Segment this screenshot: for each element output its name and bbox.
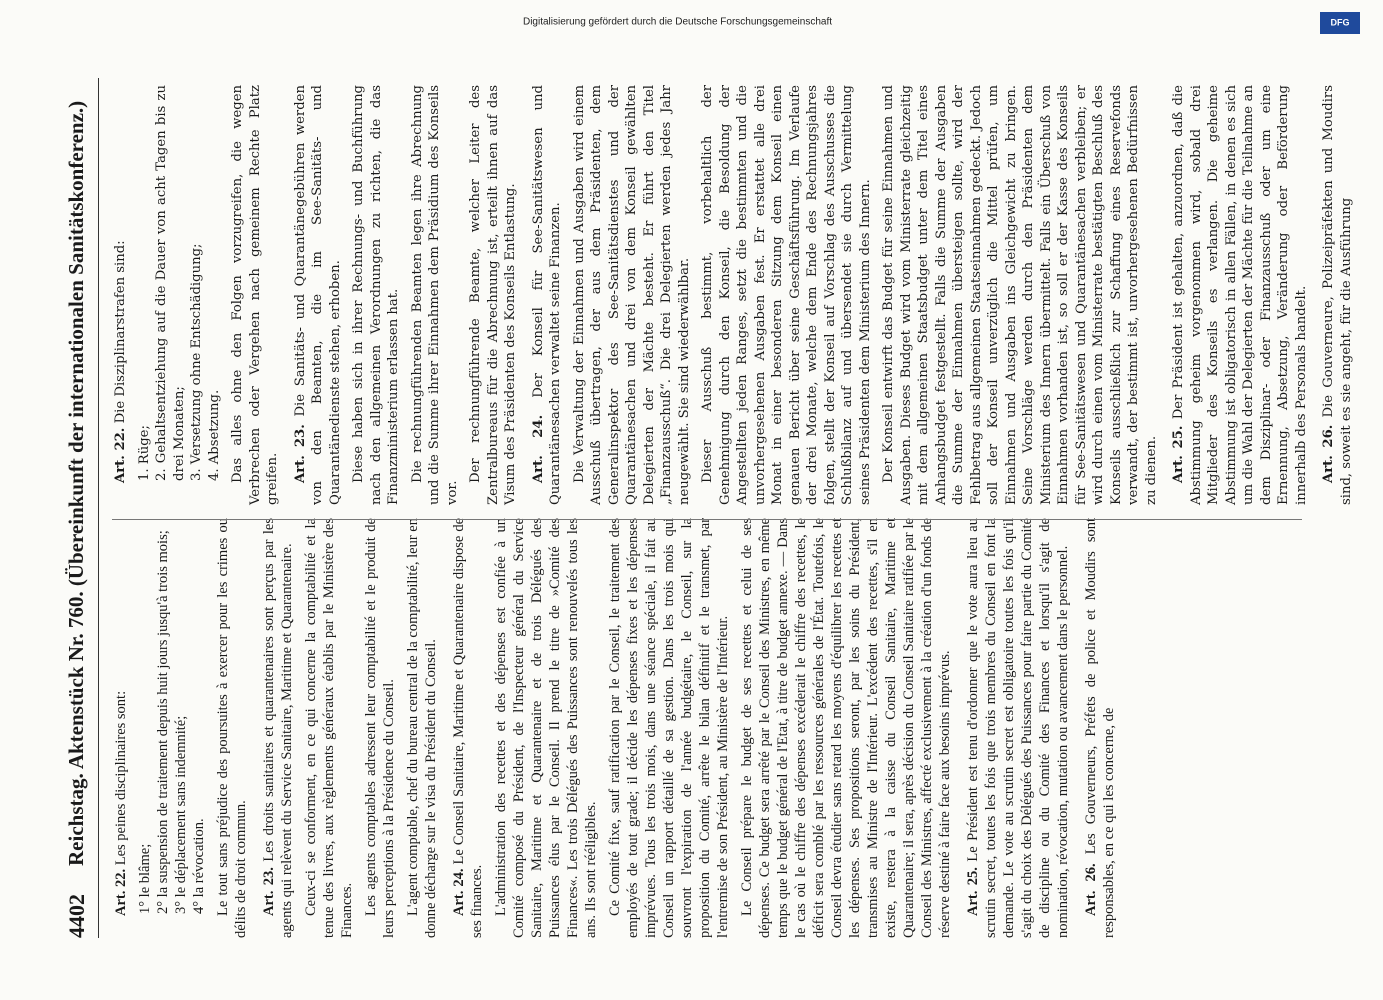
- paragraph: Les agents comptables adressent leur comptabilité et le produit de leurs perceptions à la Présidence du Conseil.: [363, 518, 397, 938]
- list-item: 3. Versetzung ohne Entschädigung;: [189, 243, 204, 481]
- list-item: 1° le blâme;: [137, 843, 153, 914]
- paragraph: Die Verwaltung der Einnahmen und Ausgaben wird einem Ausschuß übertragen, der aus dem Präsidenten, dem Generalinspektor des See-Sanitätsdienstes und der Quarantänesachen und drei von dem Konseil gewählten Delegierten der Mächte besteht. Er führt den Titel „Finanzausschuß“. Die drei Delegierten werden jedes Jahr neugewählt. Sie sind wiederwählbar.: [571, 85, 692, 505]
- article-text: Die Gouverneure, Polizeipräfekten und Moudirs sind, soweit es sie angeht, für die Ausführung: [1321, 85, 1354, 505]
- paragraph: L'administration des recettes et des dépenses est confiée à un Comité composé du Président, de l'Inspecteur général du Service Sanitaire, Maritime et Quarantenaire et de trois Délégués des Puissances élus par le Conseil. Il prend le titre de »Comité des Finances«. Les trois Délégués des Puissances sont renouvelés tous les ans. Ils sont rééligibles.: [493, 518, 599, 938]
- article-lead: [1170, 85, 1310, 505]
- paragraph: Das alles ohne den Folgen vorzugreifen, die wegen Verbrechen oder Vergehen nach gemeinem Rechte Platz greifen.: [230, 85, 280, 505]
- article: [530, 85, 1161, 505]
- paragraph: Die rechnungführenden Beamten legen ihre Abrechnung und die Summe ihrer Einnahmen dem Präsidium des Konseils vor.: [409, 85, 460, 505]
- column-divider: [112, 519, 1302, 520]
- paragraph: Le tout sans préjudice des poursuites à exercer pour les crimes ou délits de droit commun.: [215, 518, 249, 938]
- article: [112, 85, 282, 505]
- article-lead: [530, 85, 565, 505]
- paragraph: Ceux-ci se conforment, en ce qui concerne la comptabilité et la tenue des livres, aux règlements généraux établis par le Ministère des Finances.: [303, 518, 355, 938]
- list-item: 4. Absetzung.: [206, 389, 222, 481]
- article-text: Die Sanitäts- und Quarantänegebühren werden von den Beamten, die im See-Sanitäts- und Quarantänedienste stehen, erhoben.: [292, 85, 343, 505]
- article: [964, 518, 1072, 938]
- article: [292, 85, 520, 505]
- article-lead: [112, 85, 130, 505]
- article-text: Les peines disciplinaires sont:: [113, 690, 129, 866]
- paragraph: Der rechnungführende Beamte, welcher Leiter des Zentralbureaus für die Abrechnung ist, erteilt ihnen auf das Visum des Präsidenten des Konseils Entlastung.: [468, 85, 518, 505]
- paragraph: Dieser Ausschuß bestimmt, vorbehaltlich der Genehmigung durch den Konseil, die Besoldung der Angestellten jeden Ranges, setzt die bestimmten und die unvorhergesehenen Ausgaben fest. Er erstattet alle drei Monat in einer besonderen Sitzung dem Konseil einen genauen Bericht über seine Geschäftsführung. Im Verlaufe der drei Monate, welche dem Ende des Rechnungsjahres folgen, stellt der Konseil auf Vorschlag des Ausschusses die Schlußbilanz auf und übersendet sie durch Vermittelung seines Präsidenten dem Ministerium des Innern.: [700, 85, 873, 505]
- article-lead: [260, 518, 296, 938]
- page-title: Reichstag. Aktenstück Nr. 760. (Übereinkunft der internationalen Sanitätskonferenz.): [64, 100, 88, 866]
- article-number: Art. 25.: [965, 867, 981, 916]
- list-item: 1. Rüge;: [136, 425, 152, 481]
- penalty-list: [136, 518, 208, 938]
- paragraph: Diese haben sich in ihrer Rechnungs- und Buchführung nach den allgemeinen Verordnungen zu richten, die das Finanzministerium erlassen hat.: [351, 85, 401, 505]
- article-text: Les Gouverneurs, Préfets de police et Moudirs sont responsables, en ce qui les concerne, de: [1083, 518, 1117, 938]
- article: [112, 518, 250, 938]
- article: [1320, 85, 1355, 505]
- article-lead: [450, 518, 486, 938]
- article-text: Les droits sanitaires et quarantenaires sont perçus par les agents qui relèvent du Service Sanitaire, Maritime et Quarantenaire.: [261, 518, 295, 938]
- paragraph: Ce Comité fixe, sauf ratification par le Conseil, le traitement des employés de tout grade; il décide les dépenses fixes et les dépenses imprévues. Tous les trois mois, dans une séance spéciale, il fait au Conseil un rapport détaillé de sa gestion. Dans les trois mois qui souvront l'expiration de l'année budgétaire, le Conseil, sur la proposition du Comité, arrête le bilan définitif et le transmet, par l'entremise de son Président, au Ministère de l'Intérieur.: [607, 518, 731, 938]
- list-item: 2° la suspension de traitement depuis huit jours jusqu'à trois mois;: [155, 530, 171, 914]
- article-number: Art. 24.: [451, 868, 467, 916]
- article-lead: [112, 518, 130, 938]
- article-text: Die Disziplinarstrafen sind:: [113, 240, 128, 424]
- page-header: [64, 78, 108, 938]
- article-number: Art. 22.: [113, 427, 128, 483]
- article-lead: [292, 85, 345, 505]
- article-number: Art. 25.: [1171, 425, 1186, 483]
- list-item: 4° la révocation.: [191, 818, 207, 914]
- article-number: Art. 24.: [530, 414, 546, 483]
- list-item: 3° le déplacement sans indemnité;: [173, 715, 189, 914]
- dfg-logo-label: DFG: [1330, 18, 1350, 28]
- article-number: Art. 26.: [1083, 863, 1099, 916]
- header-rule: [98, 78, 99, 938]
- article: [1082, 518, 1118, 938]
- french-column: [112, 518, 1128, 938]
- article: [1170, 85, 1310, 505]
- article-lead: [1082, 518, 1118, 938]
- article-lead: [964, 518, 1072, 938]
- paragraph: L'agent comptable, chef du bureau central de la comptabilité, leur en donne décharge sur le visa du Président du Conseil.: [405, 518, 439, 938]
- article-number: Art. 23.: [261, 867, 277, 916]
- article-number: Art. 26.: [1321, 424, 1336, 483]
- article: [450, 518, 954, 938]
- article: [260, 518, 440, 938]
- dfg-logo-icon: [1320, 12, 1360, 34]
- article-number: Art. 23.: [292, 424, 308, 483]
- article-number: Art. 22.: [113, 868, 129, 916]
- paragraph: Der Konseil entwirft das Budget für seine Einnahmen und Ausgaben. Dieses Budget wird vom Ministerrate gleichzeitig mit dem allgemeinen Staatsbudget unter dem Titel eines Anhangsbudget festgestellt. Falls die Summe der Ausgaben die Summe der Einnahmen übersteigen sollte, wird der Fehlbetrag aus allgemeinen Staatseinnahmen gedeckt. Jedoch soll der Konseil unverzüglich die Mittel prüfen, um Einnahmen und Ausgaben ins Gleichgewicht zu bringen. Seine Vorschläge werden durch den Präsidenten dem Ministerium des Innern übermittelt. Falls ein Überschuß von Einnahmen vorhanden ist, so soll er der Kasse des Konseils für See-Sanitätswesen und Quarantänesachen verbleiben; er wird durch einen vom Ministerrate bestätigten Beschluß des Konseils ausschließlich zur Schaffung eines Reservefonds verwandt, der bestimmt ist, unvorhergesehenen Bedürfnissen zu dienen.: [881, 85, 1159, 505]
- penalty-list: [136, 85, 224, 505]
- article-text: Le Président est tenu d'ordonner que le vote aura lieu au scrutin secret, toutes les fois que trois membres du Conseil en font la demande. Le vote au scrutin secret est obligatoire toutes les fois qu'il s'agit du choix des Délégués des Puissances pour faire partie du Comité de discipline ou du Comité des Finances et lorsqu'il s'agit de nomination, révocation, mutation ou avancement dans le personnel.: [965, 518, 1071, 938]
- paragraph: Le Conseil prépare le budget de ses recettes et celui de ses dépenses. Ce budget sera arrêté par le Conseil des Ministres, en même temps que le budget général de l'Etat, à titre de budget annexe. — Dans le cas où le chiffre des dépenses excéderait le chiffre des recettes, le déficit sera comblé par les ressources générales de l'État. Toutefois, le Conseil devra étudier sans retard les moyens d'équilibrer les recettes et les dépenses. Ses propositions seront, par les soins du Président, transmises au Ministre de l'Intérieur. L'excédent des recettes, s'il en existe, restera à la caisse du Conseil Sanitaire, Maritime et Quarantenaire; il sera, après décision du Conseil Sanitaire ratifiée par le Conseil des Ministres, affecté exclusivement à la création d'un fonds de réserve destiné à faire face aux besoins imprévus.: [739, 518, 953, 938]
- german-column: [112, 85, 1365, 505]
- digitization-sidebar: [0, 2, 1383, 42]
- article-text: Der Konseil für See-Sanitätswesen und Quarantänesachen verwaltet seine Finanzen.: [530, 85, 563, 505]
- article-lead: [1320, 85, 1355, 505]
- article-text: Der Präsident ist gehalten, anzuordnen, daß die Abstimmung geheim vorgenommen wird, sobald drei Mitglieder des Konseils es verlangen. Die geheime Abstimmung ist obligatorisch in allen Fällen, in denen es sich um die Wahl der Delegierten der Mächte für die Teilnahme an dem Disziplinar- oder Finanzausschuß oder um eine Ernennung, Absetzung, Veränderung oder Beförderung innerhalb des Personals handelt.: [1171, 85, 1309, 505]
- dfg-credit: Digitalisierung gefördert durch die Deutsche Forschungsgemeinschaft: [522, 16, 833, 28]
- article-text: Le Conseil Sanitaire, Maritime et Quarantenaire dispose de ses finances.: [451, 517, 485, 938]
- list-item: 2. Gehaltsentziehung auf die Dauer von acht Tagen bis zu drei Monaten;: [154, 85, 187, 481]
- page-number: 4402: [64, 894, 89, 938]
